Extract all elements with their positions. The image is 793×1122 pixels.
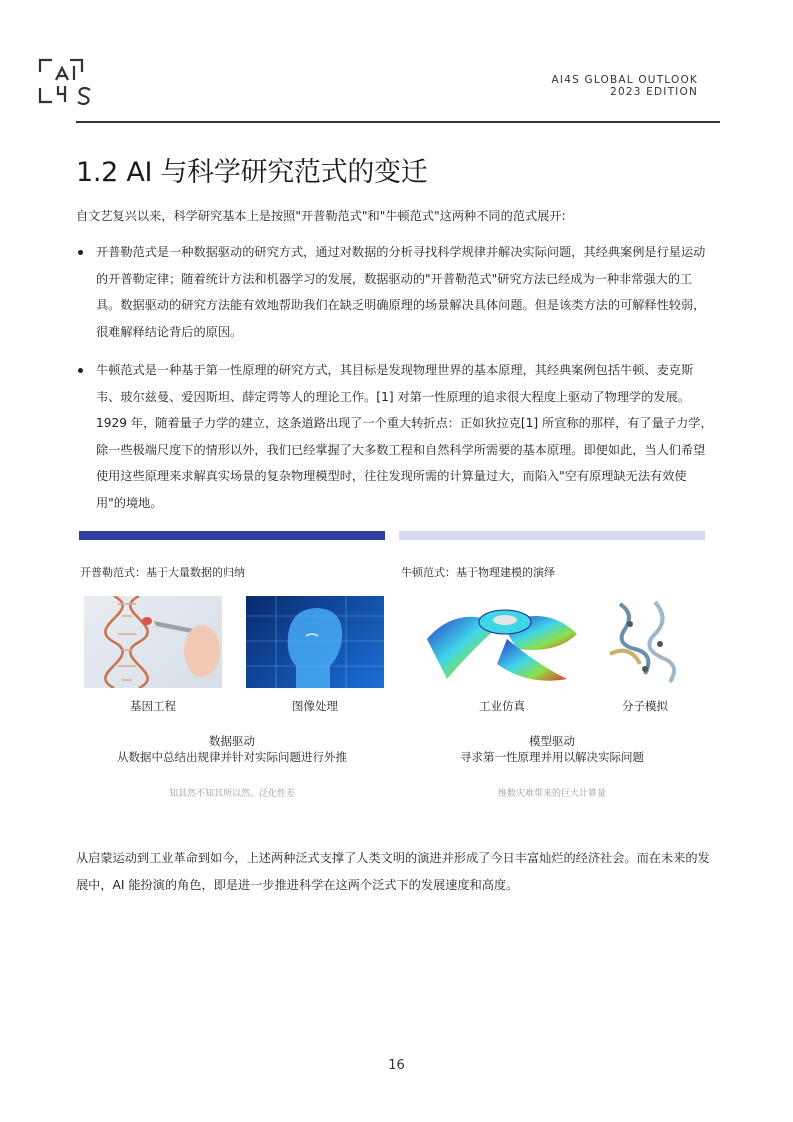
bullet-text: 开普勒范式是一种数据驱动的研究方式，通过对数据的分析寻找科学规律并解决实际问题，其经典案例是行星运动的开普勒定律；随着统计方法和机器学习的发展，数据驱动的"开普勒范式"研究方法已经成为一种非常强大的工具。数据驱动的研究方法能有效地帮助我们在缺乏明确原理的场景解决具体问题。但是该类方法的可解释性较弱，很难解释结论背后的原因。 bbox=[96, 245, 706, 339]
bullet-kepler bbox=[76, 239, 716, 345]
data-driven-description: 从数据中总结出规律并针对实际问题进行外推 bbox=[117, 750, 347, 764]
data-driven-block bbox=[79, 733, 385, 765]
page-number: 16 bbox=[388, 1058, 405, 1073]
model-driven-block bbox=[399, 733, 705, 765]
bullet-text: 牛顿范式是一种基于第一性原理的研究方式，其目标是发现物理世界的基本原理，其经典案例包括牛顿、麦克斯韦、玻尔兹曼、爱因斯坦、薛定谔等人的理论工作。[1] 对第一性原理的追求很大程度上驱动了物理学的发展。1929 年，随着量子力学的建立，这条道路出现了一个重大转折点：正如狄拉克[1] 所宣称的那样，有了量子力学，除一些极端尺度下的情形以外，我们已经掌握了大多数工程和自然科学所需要的基本原理。即便如此，当人们希望使用这些原理来求解真实场景的复杂物理模型时，往往发现所需的计算量过大，而陷入"空有原理缺无法有效使用"的境地。 bbox=[96, 363, 713, 510]
bullet-list bbox=[76, 239, 716, 528]
kepler-panel-title: 开普勒范式：基于大量数据的归纳 bbox=[80, 566, 245, 579]
molecular-simulation-image bbox=[600, 594, 690, 686]
newton-limitation-note: 维数灾难带来的巨大计算量 bbox=[497, 789, 606, 799]
model-driven-label: 模型驱动 bbox=[529, 734, 575, 748]
section-title: 1.2 AI 与科学研究范式的变迁 bbox=[76, 157, 428, 188]
header-line-2: 2023 EDITION bbox=[610, 86, 698, 98]
molecular-simulation-caption: 分子模拟 bbox=[622, 699, 668, 713]
header-divider bbox=[76, 121, 720, 123]
model-driven-description: 寻求第一性原理并用以解决实际问题 bbox=[460, 750, 644, 764]
kepler-limitation-note: 知其然不知其所以然、泛化性差 bbox=[168, 789, 295, 799]
closing-paragraph: 从启蒙运动到工业革命到如今，上述两种泛式支撑了人类文明的演进并形成了今日丰富灿烂的经济社会。而在未来的发展中，AI 能扮演的角色，即是进一步推进科学在这两个泛式下的发展速度和高度。 bbox=[76, 851, 710, 892]
industrial-simulation-caption: 工业仿真 bbox=[479, 699, 525, 713]
bullet-newton bbox=[76, 357, 716, 516]
image-processing-image bbox=[246, 596, 384, 688]
ai4s-logo bbox=[38, 58, 94, 106]
dna-image bbox=[84, 596, 222, 688]
industrial-simulation-image bbox=[417, 594, 587, 686]
image-processing-caption: 图像处理 bbox=[292, 699, 338, 713]
gene-engineering-caption: 基因工程 bbox=[130, 699, 176, 713]
data-driven-label: 数据驱动 bbox=[209, 734, 255, 748]
newton-panel-title: 牛顿范式：基于物理建模的演绎 bbox=[401, 566, 555, 579]
intro-paragraph: 自文艺复兴以来，科学研究基本上是按照"开普勒范式"和"牛顿范式"这两种不同的范式展开: bbox=[76, 209, 566, 223]
newton-header-bar bbox=[399, 531, 705, 540]
bullet-dot-icon bbox=[78, 368, 83, 373]
kepler-header-bar bbox=[79, 531, 385, 540]
header-line-1: AI4S GLOBAL OUTLOOK bbox=[551, 74, 698, 86]
report-header bbox=[552, 74, 698, 98]
bullet-dot-icon bbox=[78, 250, 83, 255]
